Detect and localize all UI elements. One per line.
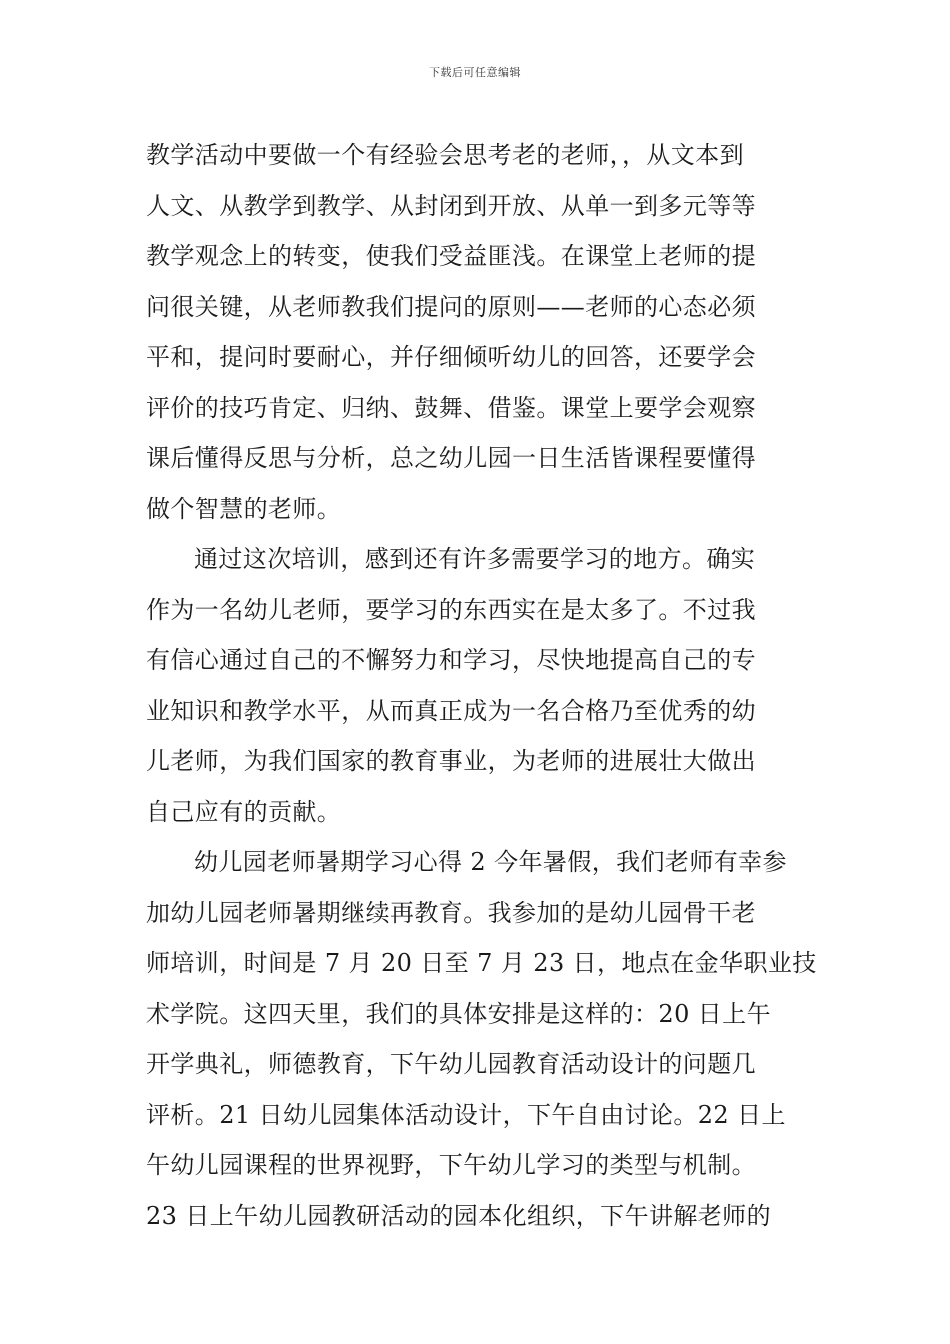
page-header: 下载后可任意编辑: [429, 66, 521, 79]
text-line: 有信心通过自己的不懈努力和学习，尽快地提高自己的专: [146, 646, 756, 674]
text-line: 评价的技巧肯定、归纳、鼓舞、借鉴。课堂上要学会观察: [146, 393, 756, 422]
text-line: 课后懂得反思与分析，总之幼儿园一日生活皆课程要懂得: [146, 444, 756, 472]
text-line: 加幼儿园老师暑期继续再教育。我参加的是幼儿园骨干老: [146, 898, 756, 927]
paragraph-2: [146, 534, 826, 837]
document-body: [146, 130, 826, 1241]
text-line: 自己应有的贡献。: [146, 797, 342, 826]
text-line: 教学观念上的转变，使我们受益匪浅。在课堂上老师的提: [146, 242, 756, 270]
text-line: 23 日上午幼儿园教研活动的园本化组织，下午讲解老师的: [146, 1201, 771, 1230]
text-line: 问很关键，从老师教我们提问的原则——老师的心态必须: [146, 292, 756, 321]
text-line: 作为一名幼儿老师，要学习的东西实在是太多了。不过我: [146, 595, 756, 624]
text-line: 术学院。这四天里，我们的具体安排是这样的：20 日上午: [146, 999, 771, 1028]
text-line: 儿老师，为我们国家的教育事业，为老师的进展壮大做出: [146, 747, 756, 775]
text-line: 平和，提问时要耐心，并仔细倾听幼儿的回答，还要学会: [146, 343, 756, 371]
text-line: 人文、从教学到教学、从封闭到开放、从单一到多元等等: [146, 191, 756, 220]
text-line: 业知识和教学水平，从而真正成为一名合格乃至优秀的幼: [146, 696, 756, 725]
text-line-indented: 幼儿园老师暑期学习心得 2 今年暑假，我们老师有幸参: [194, 848, 787, 876]
text-line-indented: 通过这次培训，感到还有许多需要学习的地方。确实: [194, 545, 756, 573]
text-line: 做个智慧的老师。: [146, 494, 342, 523]
paragraph-1: [146, 130, 826, 534]
text-line: 开学典礼，师德教育，下午幼儿园教育活动设计的问题几: [146, 1050, 756, 1078]
text-line: 师培训，时间是 7 月 20 日至 7 月 23 日，地点在金华职业技: [146, 949, 817, 977]
text-line: 教学活动中要做一个有经验会思考老的老师，，从文本到: [146, 141, 744, 169]
paragraph-3: [146, 837, 826, 1241]
text-line: 午幼儿园课程的世界视野，下午幼儿学习的类型与机制。: [146, 1151, 756, 1179]
text-line: 评析。21 日幼儿园集体活动设计，下午自由讨论。22 日上: [146, 1100, 786, 1129]
